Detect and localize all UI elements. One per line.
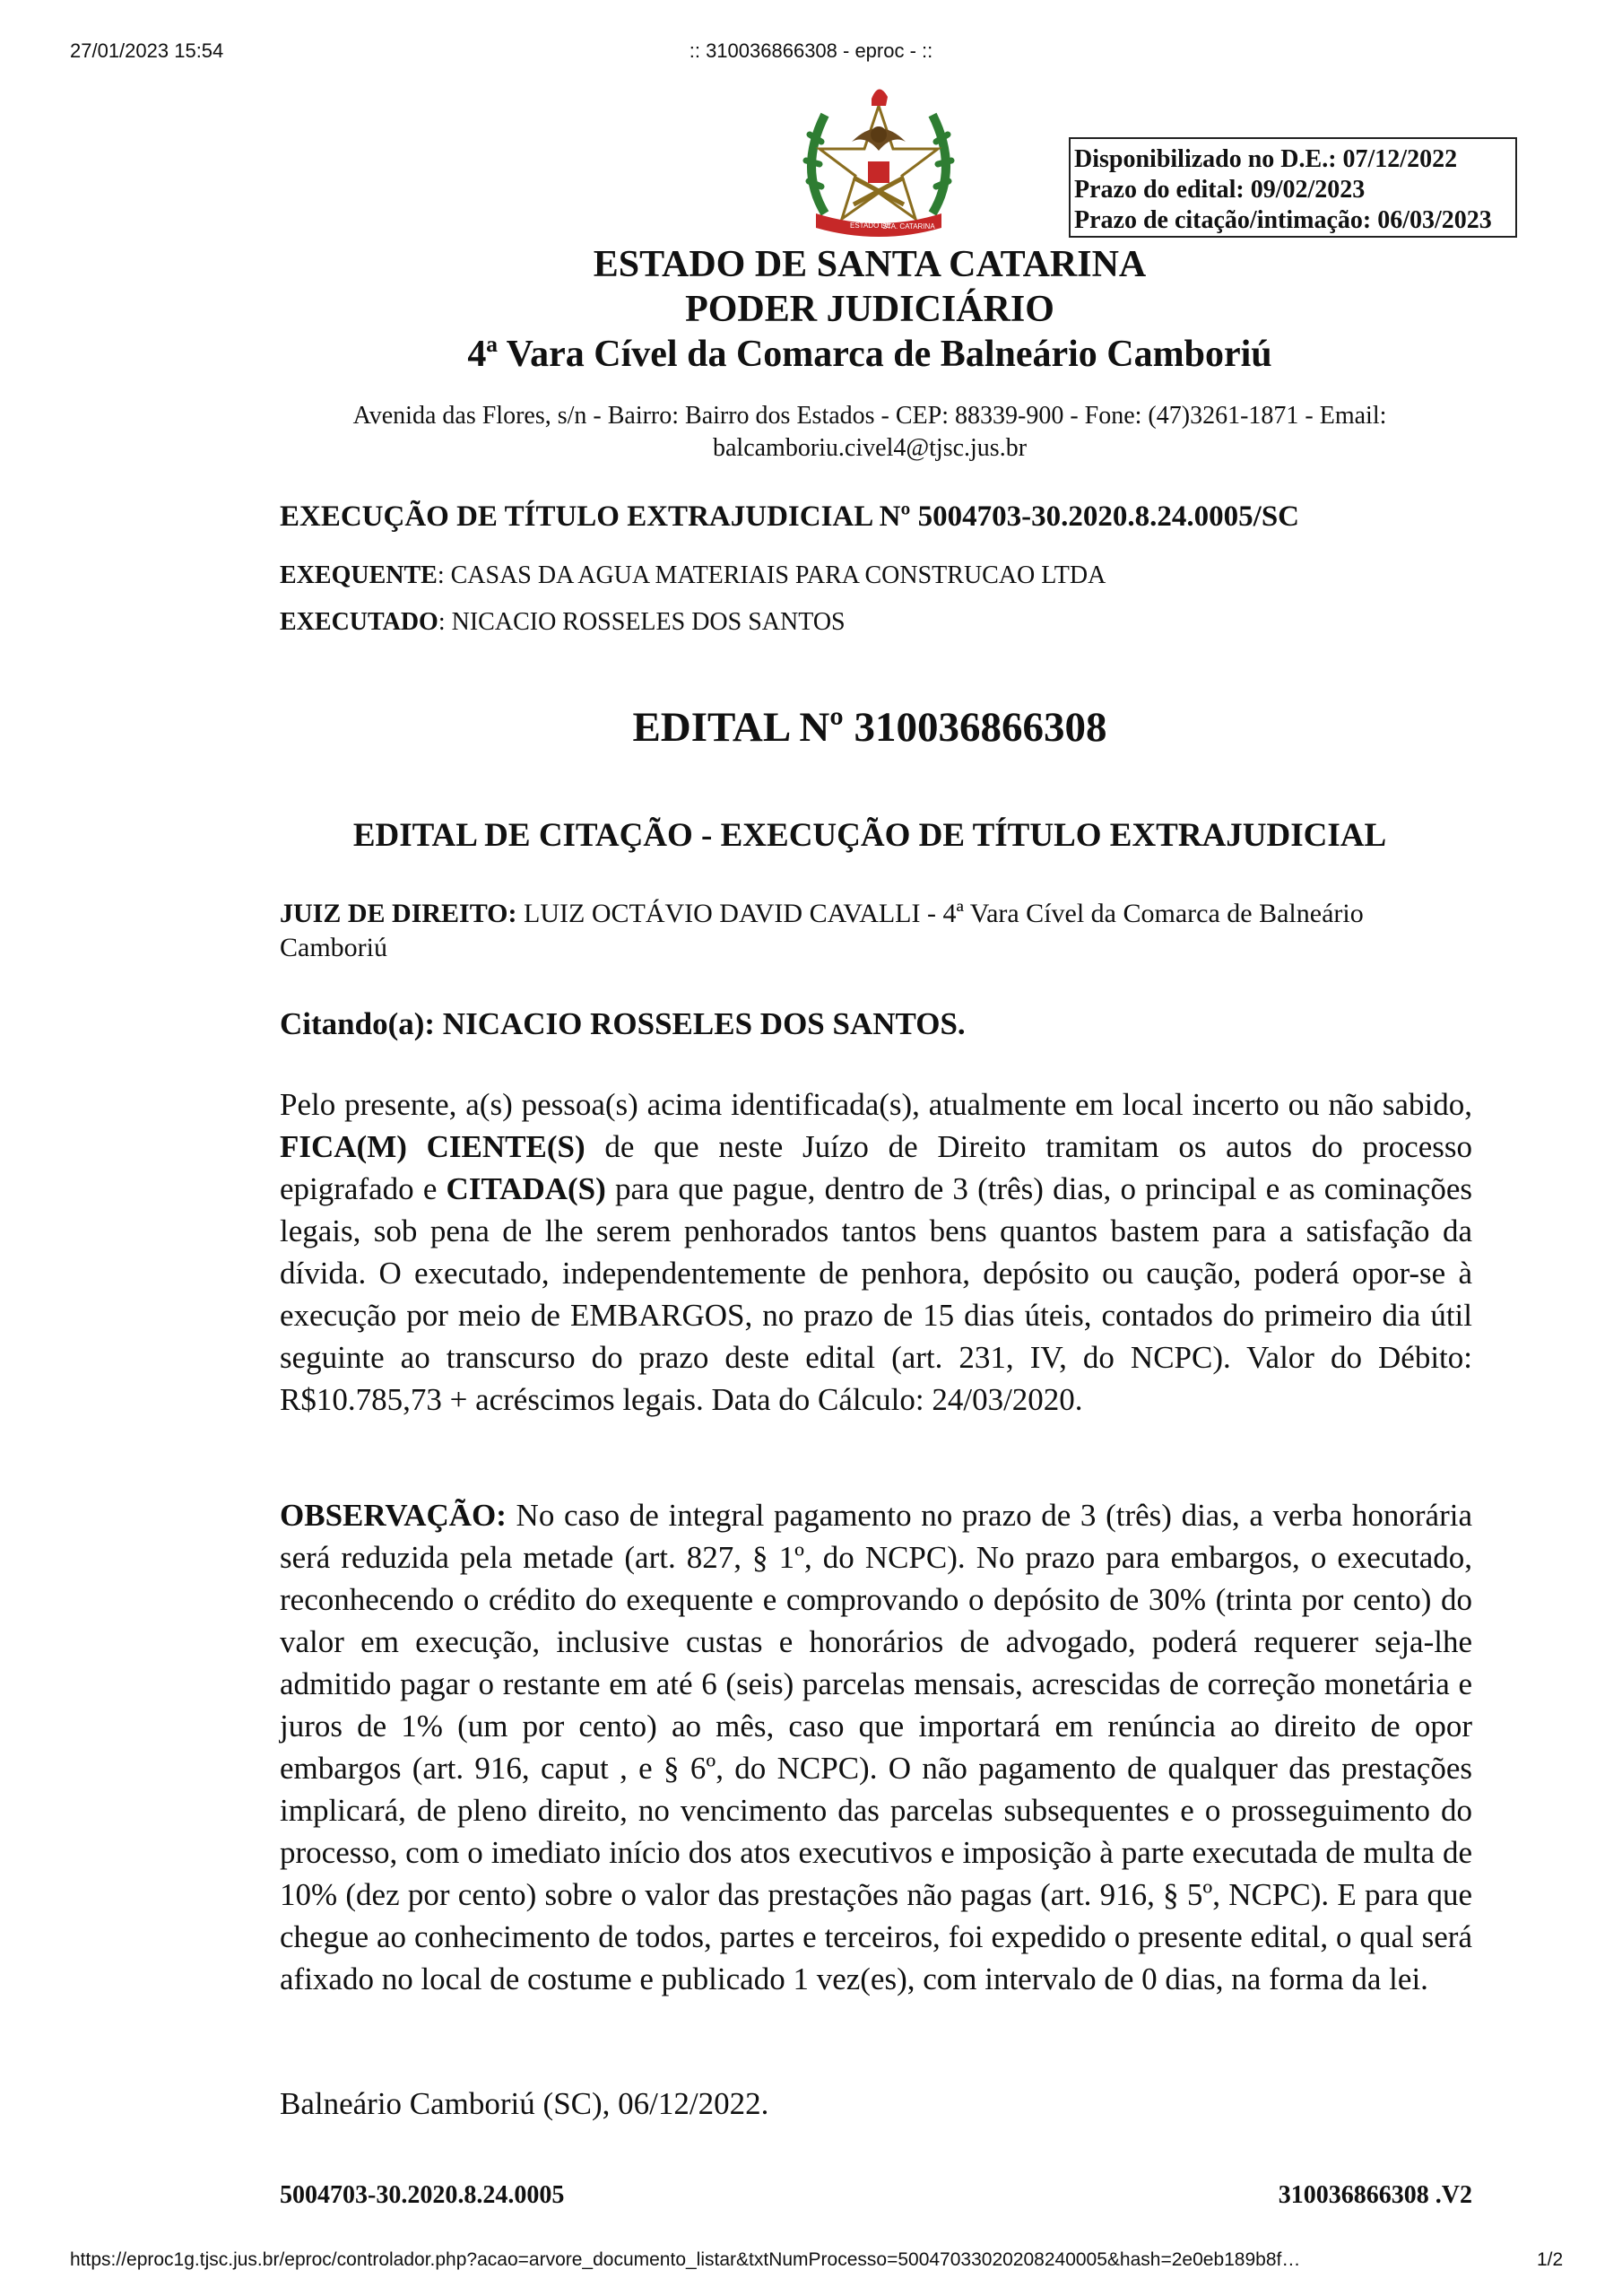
exequente-line (280, 561, 1472, 590)
publication-line-1 (1074, 144, 1515, 175)
footer-document-code: 310036866308 .V2 (1278, 2181, 1472, 2209)
emblem-ribbon-left: ESTADO DE (850, 222, 891, 230)
executado-line (280, 608, 1472, 637)
publication-value: 07/12/2022 (1342, 145, 1458, 173)
judge-label: JUIZ DE DIREITO: (280, 899, 517, 928)
executado-value: : NICACIO ROSSELES DOS SANTOS (438, 608, 846, 636)
citando-line: Citando(a): NICACIO ROSSELES DOS SANTOS. (280, 1006, 966, 1041)
emblem-ribbon-right: STA. CATARINA (882, 222, 935, 230)
header-state: ESTADO DE SANTA CATARINA (593, 244, 1147, 285)
santa-catarina-coat-of-arms-icon (789, 79, 968, 240)
footer-process-number: 5004703-30.2020.8.24.0005 (280, 2181, 565, 2209)
publication-value: 06/03/2023 (1377, 206, 1492, 234)
print-datetime: 27/01/2023 15:54 (70, 39, 224, 62)
exequente-label: EXEQUENTE (280, 561, 438, 589)
judge-line (280, 897, 1472, 965)
observation-label: OBSERVAÇÃO: (280, 1498, 507, 1533)
print-page-number: 1/2 (1537, 2249, 1564, 2270)
judge-value: LUIZ OCTÁVIO DAVID CAVALLI - 4ª Vara Cível da Comarca de Balneário Camboriú (280, 899, 1364, 962)
paragraph-text: de que neste Juízo de Direito tramitam os autos do processo epigrafado e (280, 1129, 1472, 1206)
edital-number-title: EDITAL Nº 310036866308 (632, 704, 1107, 751)
print-url: https://eproc1g.tjsc.jus.br/eproc/controlador.php?acao=arvore_documento_listar&txtNumProcesso=50047033020208240005&hash=2e0eb189b8f… (70, 2249, 1301, 2270)
executado-label: EXECUTADO (280, 608, 438, 636)
publication-label: Prazo do edital: (1074, 176, 1245, 204)
paragraph-text: para que pague, dentro de 3 (três) dias, o principal e as cominações legais, sob pena de lhe serem penhorados tantos bens quantos bastem para a satisfação da dívida. O executado, independentemente de penhora, depósito ou caução, poderá opor-se à execução por meio de EMBARGOS, no prazo de 15 dias úteis, contados do primeiro dia útil seguinte ao transcurso do prazo deste edital (art. 231, IV, do NCPC). Valor do Débito: R$10.785,73 + acréscimos legais. Data do Cálculo: 24/03/2020. (280, 1171, 1472, 1417)
publication-value: 09/02/2023 (1250, 176, 1366, 204)
edital-subtitle: EDITAL DE CITAÇÃO - EXECUÇÃO DE TÍTULO EXTRAJUDICIAL (352, 817, 1387, 854)
observation-paragraph (280, 1494, 1472, 2000)
publication-box (1069, 137, 1517, 238)
header-address (179, 400, 1560, 465)
print-page-title: :: 310036866308 - eproc - :: (689, 39, 933, 62)
paragraph-text: Pelo presente, a(s) pessoa(s) acima identificada(s), atualmente em local incerto ou não sabido, (280, 1087, 1472, 1122)
citation-paragraph (280, 1083, 1472, 1421)
publication-line-3 (1074, 205, 1515, 236)
address-line-1: Avenida das Flores, s/n - Bairro: Bairro dos Estados - CEP: 88339-900 - Fone: (47)3261-1871 - Email: (352, 402, 1387, 430)
process-title: EXECUÇÃO DE TÍTULO EXTRAJUDICIAL Nº 5004703-30.2020.8.24.0005/SC (280, 500, 1300, 533)
header-branch: PODER JUDICIÁRIO (685, 289, 1054, 330)
paragraph-emphasis: FICA(M) CIENTE(S) (280, 1129, 585, 1164)
place-date: Balneário Camboriú (SC), 06/12/2022. (280, 2086, 769, 2121)
publication-line-2 (1074, 175, 1515, 205)
address-line-2: balcamboriu.civel4@tjsc.jus.br (712, 434, 1028, 462)
publication-label: Prazo de citação/intimação: (1074, 206, 1372, 234)
paragraph-emphasis: CITADA(S) (446, 1171, 606, 1206)
publication-label: Disponibilizado no D.E.: (1074, 145, 1337, 173)
header-court: 4ª Vara Cível da Comarca de Balneário Camboriú (467, 334, 1272, 375)
exequente-value: : CASAS DA AGUA MATERIAIS PARA CONSTRUCAO LTDA (437, 561, 1106, 589)
observation-text: No caso de integral pagamento no prazo de 3 (três) dias, a verba honorária será reduzida pela metade (art. 827, § 1º, do NCPC). No prazo para embargos, o executado, reconhecendo o crédito do exequente e comprovando o depósito de 30% (trinta por cento) do valor em execução, inclusive custas e honorários de advogado, poderá requerer seja-lhe admitido pagar o restante em até 6 (seis) parcelas mensais, acrescidas de correção monetária e juros de 1% (um por cento) ao mês, caso que importará em renúncia ao direito de opor embargos (art. 916, caput , e § 6º, do NCPC). O não pagamento de qualquer das prestações implicará, de pleno direito, no vencimento das parcelas subsequentes e o prosseguimento do processo, com o imediato início dos atos executivos e imposição à parte executada de multa de 10% (dez por cento) sobre o valor das prestações não pagas (art. 916, § 5º, NCPC). E para que chegue ao conhecimento de todos, partes e terceiros, foi expedido o presente edital, o qual será afixado no local de costume e publicado 1 vez(es), com intervalo de 0 dias, na forma da lei. (280, 1498, 1472, 1996)
